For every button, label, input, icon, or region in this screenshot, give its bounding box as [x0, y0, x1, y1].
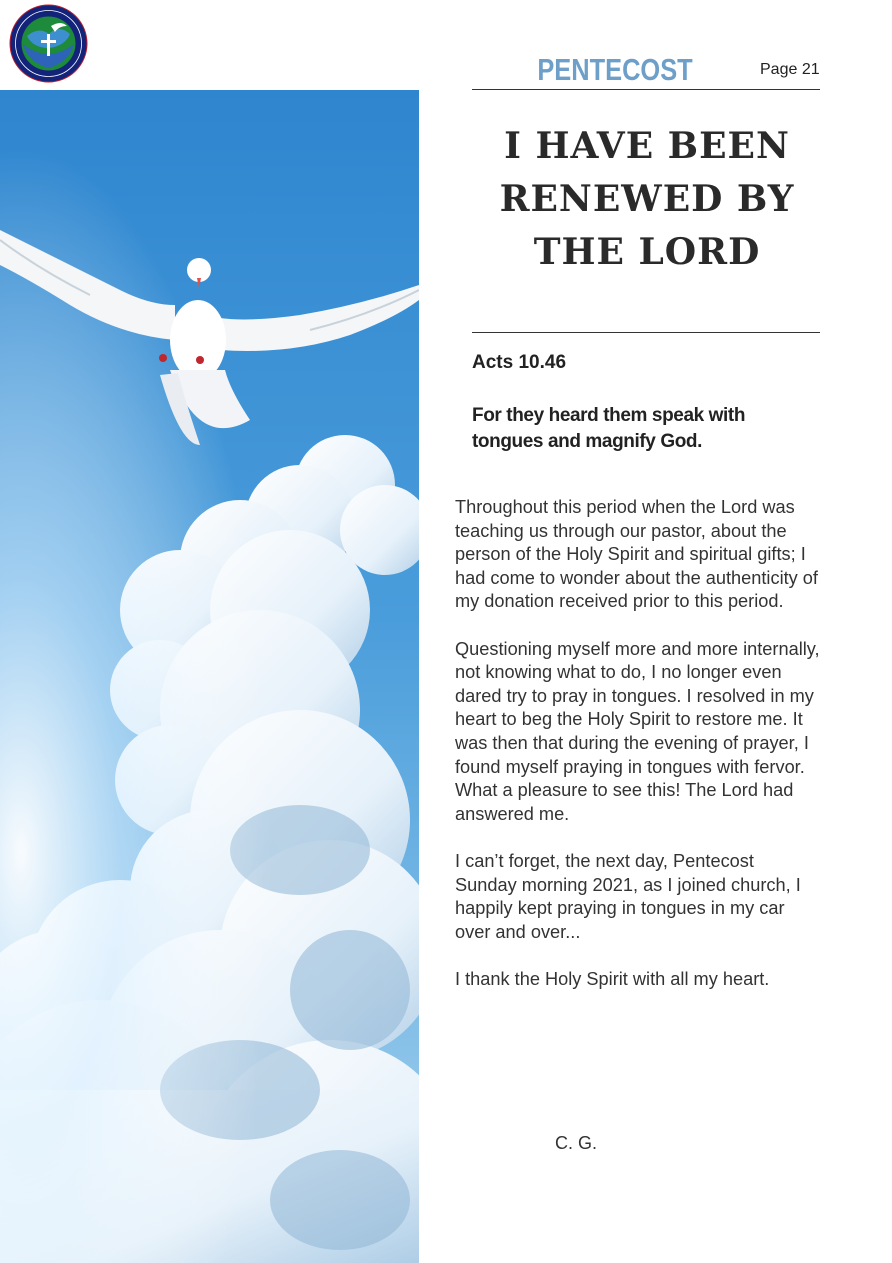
verse-reference: Acts 10.46 — [472, 352, 567, 373]
dove-flying-over-clouds-image — [0, 90, 419, 1263]
paragraph: I can’t forget, the next day, Pentecost Sunday morning 2021, as I joined church, I happily kept praying in tongues in my car over and over... — [455, 850, 801, 942]
author-signature: C. G. — [555, 1133, 598, 1153]
article-headline: I HAVE BEEN RENEWED BY THE LORD — [499, 125, 795, 273]
hero-image — [0, 90, 419, 1263]
verse-text: For they heard them speak with tongues and magnify God. — [472, 405, 746, 452]
church-logo — [9, 4, 88, 83]
church-mission-seal-icon — [9, 4, 88, 83]
paragraph: Questioning myself more and more internally, not knowing what to do, I no longer even dared try to pray in tongues. I resolved in my heart to beg the Holy Spirit to restore me. It was then that during the evening of prayer, I found myself praying in tongues with fervor. — [455, 638, 820, 777]
header-divider — [472, 89, 820, 90]
paragraph: I thank the Holy Spirit with all my heart. — [455, 968, 770, 989]
paragraph: Throughout this period when the Lord was teaching us through our pastor, about the person of the Holy Spirit and spiritual gifts; I had come to wonder about the authenticity of my donation received prior to this period. — [455, 497, 818, 612]
page-number: Page 21 — [760, 61, 820, 78]
paragraph: What a pleasure to see this! The Lord had answered me. — [455, 780, 794, 824]
section-title: PENTECOST — [537, 52, 693, 87]
headline-divider — [472, 332, 820, 333]
article-body — [455, 496, 820, 991]
